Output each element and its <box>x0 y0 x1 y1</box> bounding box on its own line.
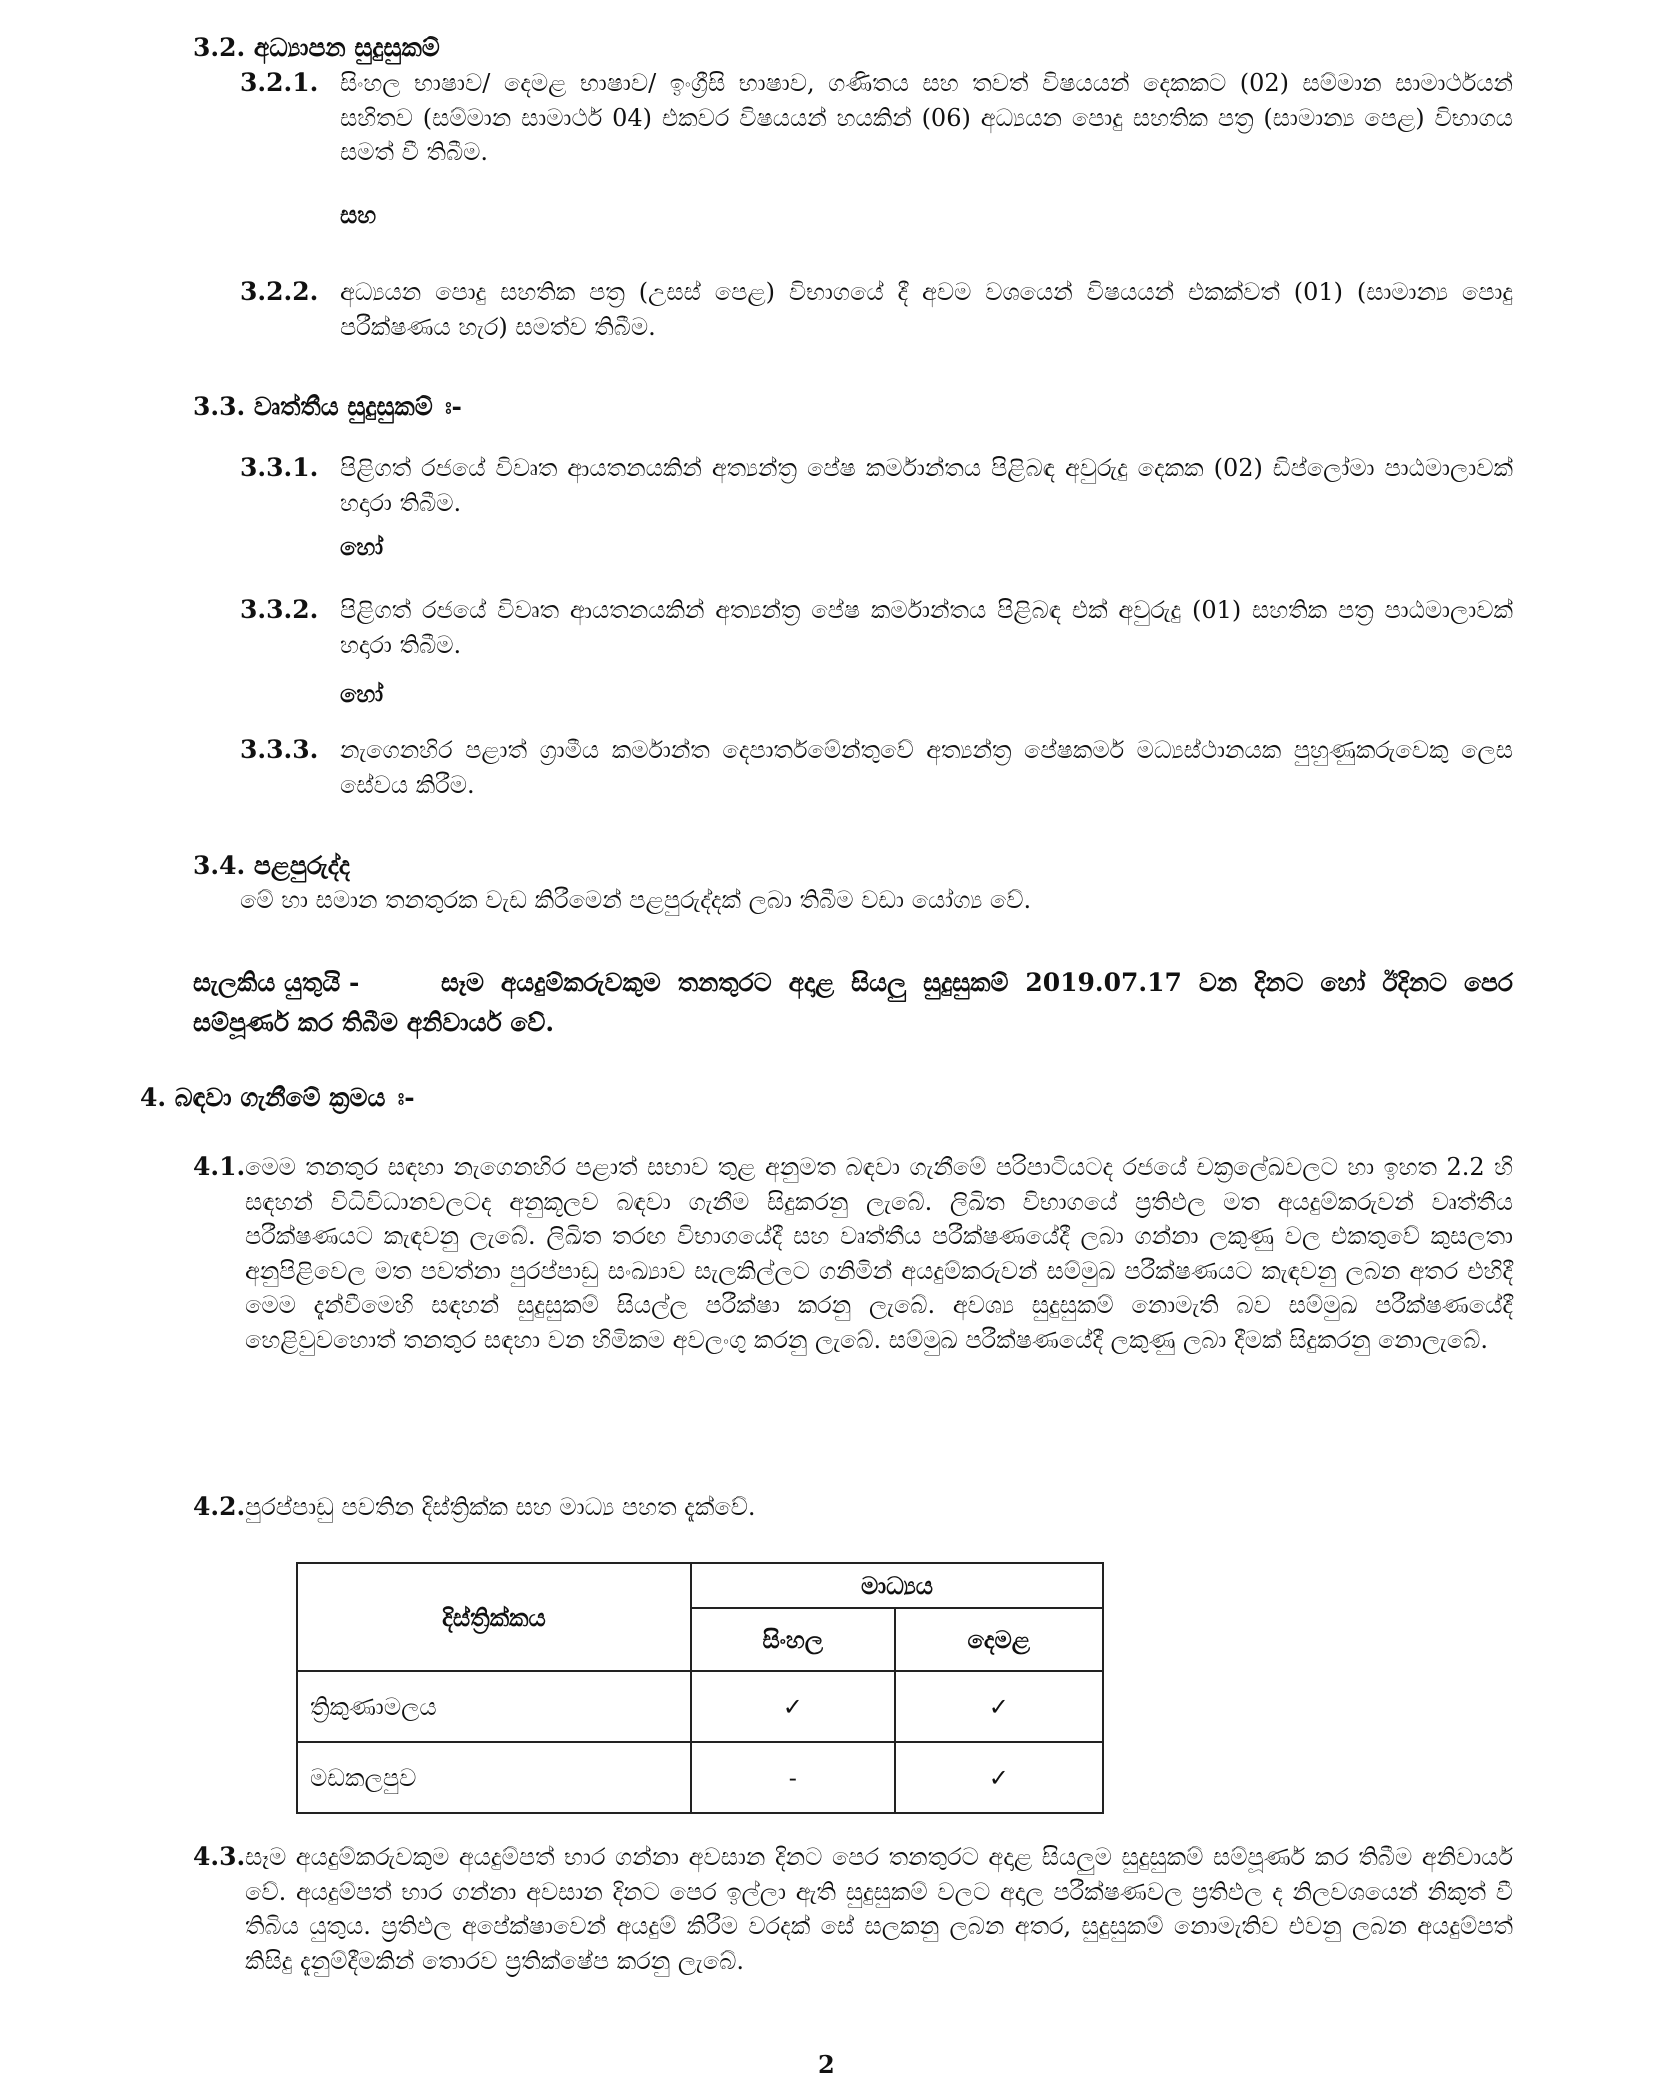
table-header-medium: මාධ්‍යය <box>691 1563 1103 1608</box>
section-3-3-heading: 3.3. වෘත්තීය සුදුසුකම් ඃ- <box>193 392 462 421</box>
page-number: 2 <box>818 2050 835 2079</box>
item-4-3-text: සෑම අයදුම්කරුවකුම අයදුම්පත් භාර ගන්නා අවසාන දිනට පෙර තනතුරට අදාළ සියලුම සුදුසුකම් සම්පූර්ණ කර තිබීම අනිවාර්ය වේ. අයදුම්පත් භාර ගන්නා අවසාන දිනට පෙර ඉල්ලා ඇති සුදුසුකම් වලට අදාල පරීක්ෂණවල ප්‍රතිඵල ද නිලවශයෙන් නිකුත් වී තිබිය යුතුය. ප්‍රතිඵල අපේක්ෂාවෙන් අයදුම් කිරීම වරදක් සේ සලකනු ලබන අතර, සුදුසුකම් නොමැතිව එවනු ලබන අයදුම්පත් කිසිදු දැනුම්දීමකින් තොරව ප්‍රතික්ෂේප කරනු ලැබේ. <box>245 1843 1513 1975</box>
district-cell: මඩකලපුව <box>297 1742 691 1813</box>
note-text: සෑම අයදුම්කරුවකුම තනතුරට අදාළ සියලු සුදුසුකම් 2019.07.17 වන දිනට හෝ ඊදිනට පෙර සම්පූර්ණ කර තිබීම අනිවාර්ය වේ. <box>193 968 1513 1037</box>
sinhala-availability-cell: ✓ <box>691 1671 895 1742</box>
table-header-sinhala: සිංහල <box>691 1608 895 1671</box>
item-4-2-text: පුරප්පාඩු පවතින දිස්ත්‍රික්ක සහ මාධ්‍ය පහත දැක්වේ. <box>245 1493 756 1521</box>
table-header-tamil: දෙමළ <box>895 1608 1103 1671</box>
conjunction-or: හෝ <box>340 679 384 708</box>
section-3-4-heading: 3.4. පළපුරුද්ද <box>193 851 350 880</box>
table-header-district: දිස්ත්‍රික්කය <box>297 1563 691 1671</box>
conjunction-or: හෝ <box>340 532 384 561</box>
table-row <box>297 1742 1103 1813</box>
item-4-2-number: 4.2. <box>193 1492 246 1521</box>
item-3-3-2-text: පිළිගත් රජයේ විවෘත ආයතනයකින් අත්‍යන්ත්‍ර පේෂ කර්මාන්තය පිළිබඳ එක් අවුරුදු (01) සහතික පත්‍ර පාඨමාලාවක් හදාරා තිබීම. <box>340 596 1513 659</box>
item-3-2-2-number: 3.2.2. <box>240 277 319 306</box>
item-3-3-1-number: 3.3.1. <box>240 453 319 482</box>
item-4-3-number: 4.3. <box>193 1842 246 1871</box>
section-3-2-heading: 3.2. අධ්‍යාපන සුදුසුකම් <box>193 33 440 62</box>
item-3-3-3-text: නැගෙනහිර පළාත් ග්‍රාමීය කර්මාන්ත දෙපාර්තමේන්තුවේ අත්‍යන්ත්‍ර පේෂකර්ම මධ්‍යස්ථානයක පුහුණුකරුවෙකු ලෙස සේවය කිරීම. <box>340 736 1513 799</box>
vacancy-districts-table <box>296 1562 1104 1814</box>
sinhala-availability-cell: - <box>691 1742 895 1813</box>
item-3-2-2-text: අධ්‍යයන පොදු සහතික පත්‍ර (උසස් පෙළ) විභාගයේ දී අවම වශයෙන් විෂයයන් එකක්වත් (01) (සාමාන්‍ය පොදු පරීක්ෂණය හැර) සමත්ව තිබීම. <box>340 278 1513 341</box>
section-3-4-text: මේ හා සමාන තනතුරක වැඩ කිරීමෙන් පළපුරුද්දක් ලබා තිබීම වඩා යෝග්‍ය වේ. <box>240 886 1032 914</box>
section-4-heading: 4. බඳවා ගැනීමේ ක්‍රමය ඃ- <box>140 1083 415 1112</box>
item-4-1-number: 4.1. <box>193 1152 246 1181</box>
item-3-2-1-text: සිංහල භාෂාව/ දෙමළ භාෂාව/ ඉංග්‍රීසි භාෂාව, ගණිතය සහ තවත් විෂයයන් දෙකකට (02) සම්මාන සාමාර්ථයන් සහිතව (සම්මාන සාමාර්ථ 04) එකවර විෂයයන් හයකින් (06) අධ්‍යයන පොදු සහතික පත්‍ර (සාමාන්‍ය පෙළ) විභාගය සමත් වී තිබීම. <box>340 69 1513 166</box>
table-row <box>297 1671 1103 1742</box>
item-4-1-text: මෙම තනතුර සඳහා නැගෙනහිර පළාත් සභාව තුළ අනුමත බඳවා ගැනීමේ පරිපාටියටද රජයේ චක්‍රලේඛවලට හා ඉහත 2.2 හි සඳහන් විධිවිධානවලටද අනුකූලව බඳවා ගැනීම සිදුකරනු ලැබේ. ලිඛිත විභාගයේ ප්‍රතිඵල මත අයදුම්කරුවන් වෘත්තීය පරීක්ෂණයට කැඳවනු ලැබේ. ලිඛිත තරඟ විභාගයේදී සහ වෘත්තීය පරීක්ෂණයේදී ලබා ගන්නා ලකුණු වල එකතුවේ කුසලතා අනුපිළිවෙල මත පවත්නා පුරප්පාඩු සංඛ්‍යාව සැලකිල්ලට ගනිමින් අයදුම්කරුවන් සම්මුඛ පරීක්ෂණයට කැඳවනු ලබන අතර එහිදී මෙම දැන්වීමෙහි සඳහන් සුදුසුකම් සියල්ල පරීක්ෂා කරනු ලැබේ. අවශ්‍ය සුදුසුකම් නොමැති බව සම්මුඛ පරීක්ෂණයේදී හෙළිවුවහොත් තනතුර සඳහා වන හිමිකම අවලංගු කරනු ලැබේ. සම්මුඛ පරීක්ෂණයේදී ලකුණු ලබා දීමක් සිදුකරනු නොලැබේ. <box>245 1153 1513 1354</box>
important-note <box>193 963 1513 1043</box>
district-cell: ත්‍රිකුණාමලය <box>297 1671 691 1742</box>
conjunction-and: සහ <box>340 200 377 229</box>
item-3-2-1-number: 3.2.1. <box>240 68 319 97</box>
tamil-availability-cell: ✓ <box>895 1742 1103 1813</box>
item-3-3-3-number: 3.3.3. <box>240 735 319 764</box>
item-3-3-2-number: 3.3.2. <box>240 595 319 624</box>
note-label: සැලකිය යුතුයි - <box>193 968 360 997</box>
item-3-3-1-text: පිළිගත් රජයේ විවෘත ආයතනයකින් අත්‍යන්ත්‍ර පේෂ කර්මාන්තය පිළිබඳ අවුරුදු දෙකක (02) ඩිප්ලෝමා පාඨමාලාවක් හදාරා තිබීම. <box>340 454 1513 517</box>
tamil-availability-cell: ✓ <box>895 1671 1103 1742</box>
